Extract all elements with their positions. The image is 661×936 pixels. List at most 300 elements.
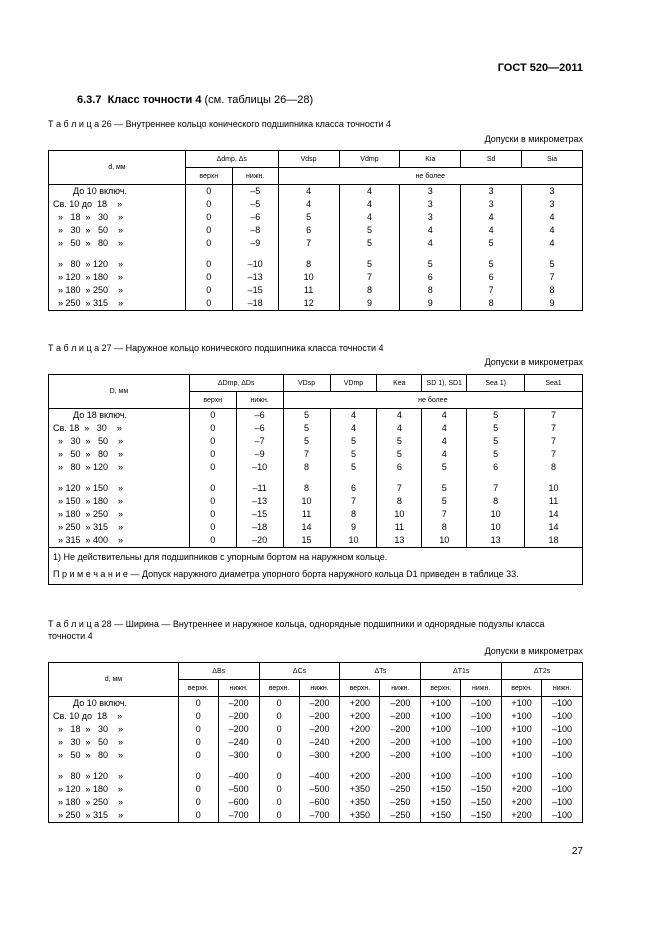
t28-row [49, 783, 583, 796]
t26-value-cell: 4 [461, 224, 522, 237]
t28-value-cell: –250 [380, 783, 421, 796]
t27-value-cell: –6 [236, 422, 283, 435]
t27-value-cell: 18 [525, 534, 583, 548]
t26-value-cell: 6 [461, 271, 522, 284]
t28-header-t2s: ΔT2s [502, 663, 583, 680]
t28-upper-bs: верхн. [178, 680, 218, 697]
t28-value-cell: –700 [299, 809, 340, 823]
t28-value-cell: –100 [542, 809, 583, 823]
t28-value-cell: –240 [218, 736, 259, 749]
t27-value-cell: 7 [525, 448, 583, 461]
t27-value-cell: 10 [467, 521, 525, 534]
t27-value-cell: 13 [467, 534, 525, 548]
t28-value-cell: –100 [461, 749, 502, 762]
t27-size-cell: » 150 » 180 » [49, 495, 190, 508]
t26-value-cell: 0 [185, 258, 232, 271]
t28-value-cell: +200 [340, 736, 380, 749]
t28-value-cell: 0 [259, 736, 299, 749]
t26-value-cell: 3 [400, 198, 461, 211]
t27-value-cell: 8 [377, 495, 422, 508]
t28-row [49, 796, 583, 809]
t26-value-cell: 4 [400, 237, 461, 250]
t27-value-cell: 0 [189, 482, 236, 495]
t27-value-cell: 8 [422, 521, 467, 534]
t27-header-sd: SD 1), SD1 [422, 375, 467, 392]
section-number: 6.3.7 [77, 94, 102, 106]
t26-value-cell: 4 [522, 237, 583, 250]
t28-value-cell: 0 [178, 710, 218, 723]
t27-size-cell: » 50 » 80 » [49, 448, 190, 461]
t27-value-cell: 5 [467, 409, 525, 423]
t26-value-cell: 4 [278, 185, 339, 199]
t26-header-vdsp: Vdsp [278, 151, 339, 168]
t26-row [49, 258, 583, 271]
t28-value-cell: 0 [178, 723, 218, 736]
t27-header-vdsp: VDsp [283, 375, 330, 392]
t26-size-cell: » 50 » 80 » [49, 237, 186, 250]
t27-body [49, 409, 583, 585]
t27-value-cell: –15 [236, 508, 283, 521]
t27-value-cell: 5 [467, 435, 525, 448]
t28-value-cell: 0 [178, 770, 218, 783]
t27-value-cell: 8 [283, 461, 330, 474]
t26-value-cell: 0 [185, 211, 232, 224]
t27-row [49, 521, 583, 534]
t26-value-cell: 9 [400, 297, 461, 311]
t28-upper-cs: верхн. [259, 680, 299, 697]
t28-value-cell: –100 [461, 736, 502, 749]
table-27-caption: Т а б л и ц а 27 — Наружное кольцо конического подшипника класса точности 4 [48, 343, 384, 353]
t28-value-cell: –600 [218, 796, 259, 809]
t28-upper-t2s: верхн. [502, 680, 542, 697]
t26-value-cell: 10 [278, 271, 339, 284]
t28-value-cell: –200 [380, 710, 421, 723]
t28-size-cell: » 30 » 50 » [49, 736, 179, 749]
t26-value-cell: 5 [339, 258, 400, 271]
t27-value-cell: 7 [377, 482, 422, 495]
table-27 [48, 374, 583, 585]
t27-value-cell: 10 [422, 534, 467, 548]
t28-value-cell: –200 [299, 723, 340, 736]
t26-value-cell: 3 [522, 198, 583, 211]
t27-value-cell: 5 [467, 422, 525, 435]
t27-value-cell: 10 [283, 495, 330, 508]
t28-value-cell: –600 [299, 796, 340, 809]
t26-value-cell: –18 [232, 297, 278, 311]
t28-value-cell: +100 [421, 710, 461, 723]
t27-value-cell: 5 [377, 448, 422, 461]
t27-value-cell: 0 [189, 422, 236, 435]
t26-upper: верхн [185, 168, 232, 185]
t28-value-cell: +100 [421, 723, 461, 736]
t27-notes-row [49, 548, 583, 585]
t26-value-cell: 0 [185, 284, 232, 297]
t27-value-cell: –10 [236, 461, 283, 474]
table-28-units: Допуски в микрометрах [484, 646, 583, 656]
t28-value-cell: 0 [259, 796, 299, 809]
t26-value-cell: 7 [339, 271, 400, 284]
t26-value-cell: –13 [232, 271, 278, 284]
t27-value-cell: 5 [330, 435, 377, 448]
t26-row [49, 237, 583, 250]
t26-size-cell: » 250 » 315 » [49, 297, 186, 311]
t28-value-cell: –700 [218, 809, 259, 823]
t26-value-cell: 4 [339, 185, 400, 199]
t27-value-cell: 8 [283, 482, 330, 495]
table-28 [48, 662, 583, 823]
t27-value-cell: 10 [330, 534, 377, 548]
t27-value-cell: 13 [377, 534, 422, 548]
t26-max-label: не более [278, 168, 582, 185]
t28-header-t1s: ΔT1s [421, 663, 502, 680]
t26-value-cell: –8 [232, 224, 278, 237]
t28-upper-ts: верхн. [340, 680, 380, 697]
t27-value-cell: 0 [189, 521, 236, 534]
t28-value-cell: 0 [259, 749, 299, 762]
t27-value-cell: 0 [189, 508, 236, 521]
t26-value-cell: 5 [461, 258, 522, 271]
t28-row [49, 697, 583, 711]
t27-value-cell: 10 [525, 482, 583, 495]
t26-value-cell: 3 [400, 211, 461, 224]
t28-value-cell: 0 [178, 736, 218, 749]
table-26-units: Допуски в микрометрах [484, 134, 583, 144]
t27-value-cell: 7 [330, 495, 377, 508]
t28-spacer-row [49, 762, 583, 770]
t26-value-cell: 6 [278, 224, 339, 237]
t28-value-cell: 0 [259, 783, 299, 796]
t26-value-cell: 5 [339, 237, 400, 250]
t26-value-cell: 4 [339, 198, 400, 211]
section-title: Класс точности 4 [107, 94, 202, 106]
t27-value-cell: 6 [377, 461, 422, 474]
t28-value-cell: 0 [259, 723, 299, 736]
t27-footnote: 1) Не действительны для подшипников с упорным бортом на наружном кольце. [53, 552, 388, 562]
t27-value-cell: 14 [525, 508, 583, 521]
t27-value-cell: 7 [467, 482, 525, 495]
t27-value-cell: 15 [283, 534, 330, 548]
t27-value-cell: 7 [283, 448, 330, 461]
t26-size-cell: » 80 » 120 » [49, 258, 186, 271]
t27-value-cell: 7 [422, 508, 467, 521]
t26-header-kia: Kia [400, 151, 461, 168]
t26-size-cell: » 180 » 250 » [49, 284, 186, 297]
t26-header-sd: Sd [461, 151, 522, 168]
t27-value-cell: 4 [330, 422, 377, 435]
t26-row [49, 271, 583, 284]
t26-row [49, 284, 583, 297]
t27-size-cell: » 120 » 150 » [49, 482, 190, 495]
t26-value-cell: 0 [185, 185, 232, 199]
t27-value-cell: 7 [525, 422, 583, 435]
t27-value-cell: –20 [236, 534, 283, 548]
t27-row [49, 448, 583, 461]
t26-value-cell: 0 [185, 198, 232, 211]
t28-value-cell: –100 [461, 697, 502, 711]
t28-value-cell: –100 [542, 770, 583, 783]
t26-value-cell: 4 [400, 224, 461, 237]
t27-row [49, 461, 583, 474]
t28-value-cell: +100 [502, 770, 542, 783]
t28-value-cell: –100 [542, 796, 583, 809]
t28-value-cell: +350 [340, 796, 380, 809]
t26-row [49, 185, 583, 199]
t27-value-cell: 5 [467, 448, 525, 461]
t26-value-cell: 0 [185, 271, 232, 284]
t28-value-cell: –100 [542, 783, 583, 796]
t26-value-cell: –10 [232, 258, 278, 271]
t27-value-cell: 0 [189, 435, 236, 448]
t26-row [49, 211, 583, 224]
t27-value-cell: 5 [283, 435, 330, 448]
t28-value-cell: –200 [380, 723, 421, 736]
t27-row [49, 435, 583, 448]
t27-header-sea: Sea1 [525, 375, 583, 392]
t26-value-cell: 5 [522, 258, 583, 271]
t26-value-cell: 5 [339, 224, 400, 237]
t28-row [49, 736, 583, 749]
t27-value-cell: 10 [467, 508, 525, 521]
t28-row [49, 749, 583, 762]
t27-value-cell: 5 [422, 482, 467, 495]
t28-lower-bs: нижн. [218, 680, 259, 697]
t27-notes [49, 548, 583, 585]
t28-size-cell: Св. 10 до 18 » [49, 710, 179, 723]
t26-header-delta: Δdmp, Δs [185, 151, 278, 168]
t28-upper-t1s: верхн. [421, 680, 461, 697]
t28-value-cell: 0 [259, 770, 299, 783]
table-27-units: Допуски в микрометрах [484, 357, 583, 367]
t27-row [49, 482, 583, 495]
t27-value-cell: 5 [422, 461, 467, 474]
t28-value-cell: +200 [502, 809, 542, 823]
t28-size-cell: » 50 » 80 » [49, 749, 179, 762]
t26-size-cell: Св. 10 до 18 » [49, 198, 186, 211]
document-code: ГОСТ 520—2011 [497, 62, 583, 74]
t28-value-cell: +200 [340, 710, 380, 723]
t27-lower: нижн. [236, 392, 283, 409]
t26-value-cell: 3 [461, 185, 522, 199]
t27-row [49, 508, 583, 521]
t28-size-cell: » 80 » 120 » [49, 770, 179, 783]
t26-value-cell: 3 [461, 198, 522, 211]
t26-value-cell: 0 [185, 297, 232, 311]
t28-value-cell: –200 [218, 697, 259, 711]
t26-value-cell: 7 [522, 271, 583, 284]
t27-size-cell: » 30 » 50 » [49, 435, 190, 448]
t28-value-cell: +200 [502, 796, 542, 809]
t28-row [49, 770, 583, 783]
t28-value-cell: –400 [299, 770, 340, 783]
t27-size-cell: » 250 » 315 » [49, 521, 190, 534]
t27-spacer-row [49, 474, 583, 482]
t28-value-cell: –100 [542, 697, 583, 711]
t28-header-size: d, мм [49, 663, 179, 697]
t27-value-cell: 0 [189, 448, 236, 461]
t28-value-cell: –150 [461, 783, 502, 796]
t28-value-cell: –250 [380, 809, 421, 823]
t27-value-cell: 4 [377, 422, 422, 435]
t27-value-cell: 8 [330, 508, 377, 521]
t26-value-cell: 5 [461, 237, 522, 250]
t26-value-cell: 4 [339, 211, 400, 224]
t28-value-cell: –150 [461, 796, 502, 809]
t27-row [49, 534, 583, 548]
t28-value-cell: +100 [502, 710, 542, 723]
t28-value-cell: 0 [259, 710, 299, 723]
t26-value-cell: 7 [461, 284, 522, 297]
t26-value-cell: 0 [185, 237, 232, 250]
t28-lower-cs: нижн. [299, 680, 340, 697]
t27-value-cell: 5 [283, 422, 330, 435]
t26-value-cell: 7 [278, 237, 339, 250]
t28-value-cell: –100 [461, 710, 502, 723]
t28-row [49, 710, 583, 723]
t27-value-cell: 11 [525, 495, 583, 508]
t28-lower-t2s: нижн. [542, 680, 583, 697]
t27-value-cell: –18 [236, 521, 283, 534]
t28-header-cs: ΔCs [259, 663, 340, 680]
t27-value-cell: 9 [330, 521, 377, 534]
t28-value-cell: +200 [502, 783, 542, 796]
t28-value-cell: 0 [178, 796, 218, 809]
t28-value-cell: +100 [502, 749, 542, 762]
t27-value-cell: –7 [236, 435, 283, 448]
t28-value-cell: +150 [421, 809, 461, 823]
t28-value-cell: –240 [299, 736, 340, 749]
t28-value-cell: +100 [502, 736, 542, 749]
t28-value-cell: –200 [380, 770, 421, 783]
t27-size-cell: До 18 включ. [49, 409, 190, 423]
t28-header-bs: ΔBs [178, 663, 259, 680]
t26-value-cell: –6 [232, 211, 278, 224]
t27-value-cell: 8 [525, 461, 583, 474]
t28-value-cell: –100 [461, 723, 502, 736]
t26-row [49, 198, 583, 211]
t28-value-cell: –200 [380, 749, 421, 762]
t27-header-size: D, мм [49, 375, 190, 409]
t28-value-cell: –300 [218, 749, 259, 762]
t28-value-cell: +100 [421, 697, 461, 711]
t28-size-cell: » 18 » 30 » [49, 723, 179, 736]
t27-value-cell: 7 [525, 409, 583, 423]
t28-body [49, 697, 583, 823]
t28-size-cell: » 120 » 180 » [49, 783, 179, 796]
t28-value-cell: +100 [421, 736, 461, 749]
t27-header-delta: ΔDmp, ΔDs [189, 375, 283, 392]
t26-value-cell: 4 [522, 224, 583, 237]
t27-value-cell: 7 [525, 435, 583, 448]
t27-value-cell: 6 [467, 461, 525, 474]
page-number: 27 [571, 846, 583, 857]
t27-value-cell: 11 [377, 521, 422, 534]
t27-size-cell: » 180 » 250 » [49, 508, 190, 521]
t27-value-cell: 0 [189, 461, 236, 474]
t28-value-cell: +200 [340, 749, 380, 762]
t26-size-cell: » 18 » 30 » [49, 211, 186, 224]
t28-value-cell: +350 [340, 783, 380, 796]
t26-value-cell: 0 [185, 224, 232, 237]
t27-value-cell: 4 [330, 409, 377, 423]
t26-value-cell: 12 [278, 297, 339, 311]
t27-value-cell: 14 [283, 521, 330, 534]
t26-value-cell: 4 [522, 211, 583, 224]
t27-value-cell: 11 [283, 508, 330, 521]
t26-value-cell: 5 [278, 211, 339, 224]
t28-value-cell: +350 [340, 809, 380, 823]
section-ref: (см. таблицы 26—28) [201, 94, 314, 106]
t26-value-cell: 9 [522, 297, 583, 311]
t27-row [49, 495, 583, 508]
t26-header-vdmp: Vdmp [339, 151, 400, 168]
section-heading [77, 94, 313, 106]
t27-value-cell: 0 [189, 495, 236, 508]
t28-value-cell: +200 [340, 770, 380, 783]
t26-size-cell: » 120 » 180 » [49, 271, 186, 284]
t27-value-cell: –6 [236, 409, 283, 423]
t26-value-cell: 4 [278, 198, 339, 211]
t27-value-cell: 0 [189, 534, 236, 548]
t27-value-cell: –9 [236, 448, 283, 461]
t28-lower-ts: нижн. [380, 680, 421, 697]
t26-header-sia: Sia [522, 151, 583, 168]
t28-value-cell: 0 [178, 809, 218, 823]
t28-row [49, 723, 583, 736]
t27-value-cell: 6 [330, 482, 377, 495]
t28-value-cell: –100 [542, 736, 583, 749]
t28-value-cell: –100 [542, 723, 583, 736]
t27-header-kea: Kea [377, 375, 422, 392]
t28-row [49, 809, 583, 823]
t28-value-cell: –100 [542, 710, 583, 723]
t26-size-cell: » 30 » 50 » [49, 224, 186, 237]
t28-value-cell: –200 [299, 697, 340, 711]
t28-size-cell: До 10 включ. [49, 697, 179, 711]
t28-value-cell: +150 [421, 783, 461, 796]
t28-value-cell: –200 [380, 697, 421, 711]
t28-value-cell: +100 [421, 770, 461, 783]
t28-value-cell: –400 [218, 770, 259, 783]
t28-value-cell: –100 [461, 770, 502, 783]
t28-value-cell: 0 [178, 697, 218, 711]
t27-size-cell: Св. 18 » 30 » [49, 422, 190, 435]
t27-value-cell: 14 [525, 521, 583, 534]
t26-row [49, 224, 583, 237]
t27-header-sea1: Sea 1) [467, 375, 525, 392]
t28-value-cell: –500 [299, 783, 340, 796]
t27-value-cell: 4 [422, 448, 467, 461]
t27-header-vdmp: VDmp [330, 375, 377, 392]
t26-value-cell: 8 [278, 258, 339, 271]
t27-max-label: не более [283, 392, 582, 409]
t27-value-cell: 4 [422, 409, 467, 423]
t28-lower-t1s: нижн. [461, 680, 502, 697]
t26-value-cell: 5 [400, 258, 461, 271]
t28-value-cell: +100 [502, 723, 542, 736]
t27-row [49, 409, 583, 423]
t27-note: П р и м е ч а н и е — Допуск наружного диаметра упорного борта наружного кольца D1 приведен в таблице 33. [53, 569, 519, 579]
table-28-caption: Т а б л и ц а 28 — Ширина — Внутреннее и наружное кольца, однорядные подшипники и однорядные подузлы класса точности 4 [48, 619, 545, 641]
t26-row [49, 297, 583, 311]
t26-value-cell: 9 [339, 297, 400, 311]
t28-value-cell: –100 [542, 749, 583, 762]
t27-value-cell: 10 [377, 508, 422, 521]
t27-value-cell: –11 [236, 482, 283, 495]
t28-value-cell: +200 [340, 697, 380, 711]
t26-value-cell: 8 [522, 284, 583, 297]
t28-value-cell: 0 [259, 697, 299, 711]
t27-value-cell: 4 [422, 435, 467, 448]
